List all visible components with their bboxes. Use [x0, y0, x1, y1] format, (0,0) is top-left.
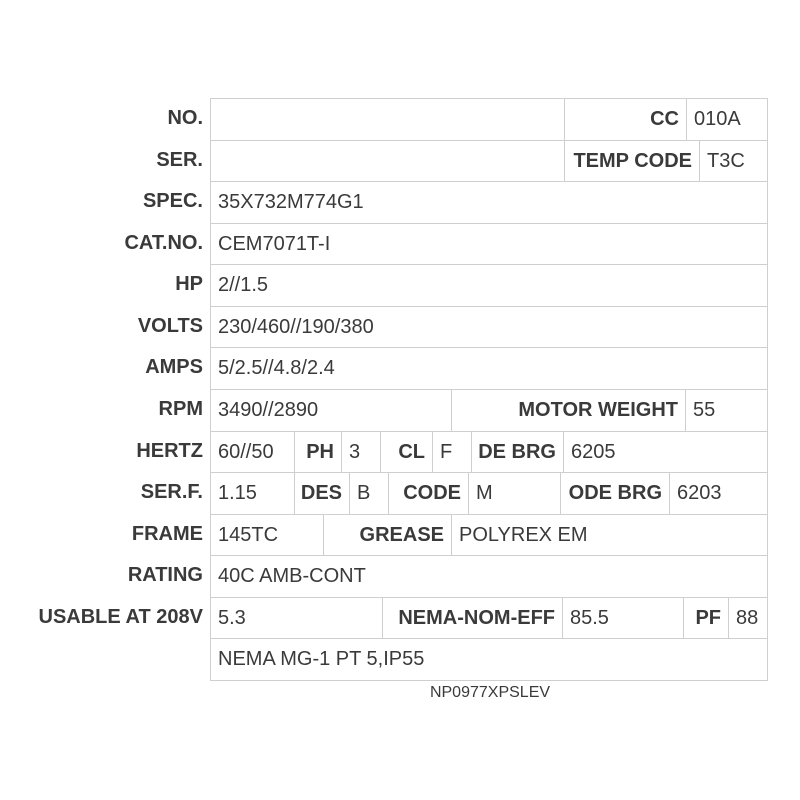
label-volts: VOLTS	[137, 315, 203, 337]
value-cl: F	[433, 432, 472, 473]
label-no: NO.	[167, 107, 203, 129]
label-hertz: HERTZ	[136, 440, 203, 462]
header-grease: GREASE	[324, 515, 452, 556]
value-ph: 3	[342, 432, 381, 473]
label-frame: FRAME	[131, 523, 203, 545]
value-frame: 145TC	[211, 515, 324, 556]
label-rpm: RPM	[158, 398, 203, 420]
label-usable-at-208v: USABLE AT 208V	[38, 606, 203, 628]
value-des: B	[350, 473, 389, 515]
label-amps: AMPS	[145, 356, 203, 378]
value-temp-code: T3C	[700, 141, 768, 182]
value-rating: 40C AMB-CONT	[211, 556, 768, 598]
value-ode-brg: 6203	[670, 473, 768, 515]
header-temp-code: TEMP CODE	[565, 141, 700, 182]
header-motor-weight: MOTOR WEIGHT	[452, 390, 686, 432]
value-hp: 2//1.5	[211, 265, 768, 307]
label-spec: SPEC.	[142, 190, 203, 212]
value-code: M	[469, 473, 561, 515]
header-des: DES	[295, 473, 350, 515]
value-amps: 5/2.5//4.8/2.4	[211, 348, 768, 390]
value-spec: 35X732M774G1	[211, 182, 768, 224]
value-standard: NEMA MG-1 PT 5,IP55	[211, 639, 768, 681]
value-de-brg: 6205	[564, 432, 768, 473]
value-nema-nom-eff: 85.5	[563, 598, 684, 639]
value-ser	[211, 141, 565, 182]
label-rating: RATING	[127, 564, 203, 586]
header-ode-brg: ODE BRG	[561, 473, 670, 515]
value-cat-no: CEM7071T-I	[211, 224, 768, 265]
value-ser-f: 1.15	[211, 473, 295, 515]
label-hp: HP	[175, 273, 203, 295]
header-de-brg: DE BRG	[472, 432, 564, 473]
value-motor-weight: 55	[686, 390, 768, 432]
label-ser-f: SER.F.	[140, 481, 203, 503]
header-ph: PH	[295, 432, 342, 473]
header-pf: PF	[684, 598, 729, 639]
value-volts: 230/460//190/380	[211, 307, 768, 348]
header-cc: CC	[565, 99, 687, 141]
spec-grid	[210, 98, 768, 681]
label-cat-no: CAT.NO.	[124, 232, 203, 254]
value-pf: 88	[729, 598, 768, 639]
value-rpm: 3490//2890	[211, 390, 452, 432]
value-no	[211, 99, 565, 141]
value-cc: 010A	[687, 99, 768, 141]
value-usable-at-208v: 5.3	[211, 598, 383, 639]
header-cl: CL	[381, 432, 433, 473]
value-grease: POLYREX EM	[452, 515, 768, 556]
value-hertz: 60//50	[211, 432, 295, 473]
label-ser: SER.	[156, 149, 203, 171]
footer-code: NP0977XPSLEV	[429, 684, 551, 701]
header-code: CODE	[389, 473, 469, 515]
header-nema-nom-eff: NEMA-NOM-EFF	[383, 598, 563, 639]
